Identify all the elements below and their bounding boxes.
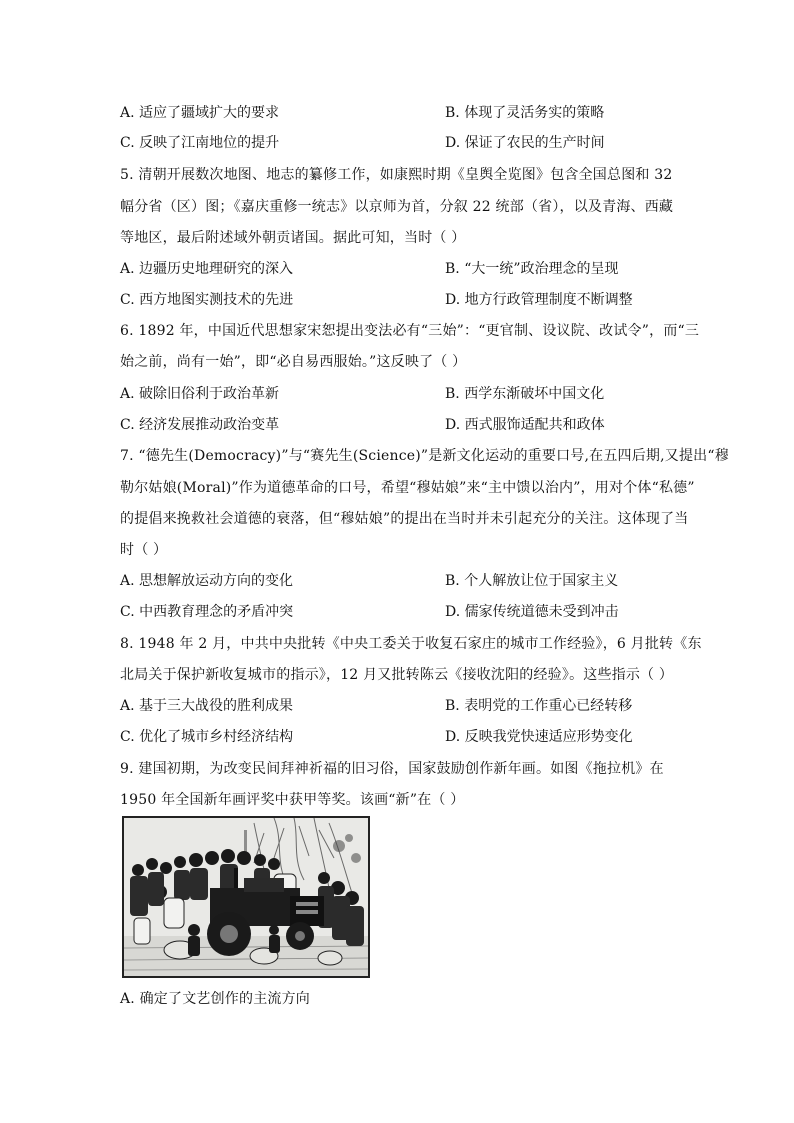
q4-option-d: D. 保证了农民的生产时间: [445, 135, 605, 151]
q5-options-row-2: [120, 289, 680, 311]
q7-stem-line-2: 勒尔姑娘(Moral)”作为道德革命的口号，希望“穆姑娘”来“主中馈以治内”，用对个体“私德”: [120, 480, 695, 496]
q5-option-b: B. “大一统”政治理念的呈现: [445, 261, 619, 277]
q8-stem-line-2: 北局关于保护新收复城市的指示》，12 月又批转陈云《接收沈阳的经验》。这些指示（ ）: [120, 667, 674, 683]
q6-option-b: B. 西学东渐破坏中国文化: [445, 386, 605, 402]
q6-options-row-2: [120, 414, 680, 436]
q7-option-b: B. 个人解放让位于国家主义: [445, 573, 619, 589]
q4-option-c: C. 反映了江南地位的提升: [120, 135, 280, 151]
q7-option-d: D. 儒家传统道德未受到冲击: [445, 604, 619, 620]
q9-option-a: A. 确定了文艺创作的主流方向: [120, 991, 311, 1007]
q7-stem-line-3: 的提倡来挽救社会道德的衰落，但“穆姑娘”的提出在当时并未引起充分的关注。这体现了当: [120, 511, 689, 527]
q7-option-c: C. 中西教育理念的矛盾冲突: [120, 604, 294, 620]
q6-stem-line-2: 始之前，尚有一始”，即“必自易西服始。”这反映了（ ）: [120, 354, 467, 370]
q5-option-d: D. 地方行政管理制度不断调整: [445, 292, 633, 308]
q7-stem-line-4: 时（ ）: [120, 542, 168, 558]
q8-options-row-1: [120, 695, 680, 717]
q6-options-row-1: [120, 383, 680, 405]
q9-stem-line-2: 1950 年全国新年画评奖中获甲等奖。该画“新”在（ ）: [120, 792, 465, 808]
q8-option-a: A. 基于三大战役的胜利成果: [120, 698, 294, 714]
q5-stem-line-1: 5. 清朝开展数次地图、地志的纂修工作，如康熙时期《皇舆全览图》包含全国总图和 32: [120, 167, 673, 183]
q4-options-row-1: [120, 102, 680, 124]
q5-stem-line-2: 幅分省（区）图；《嘉庆重修一统志》以京师为首，分叙 22 统部（省），以及青海、西藏: [120, 199, 674, 215]
q5-option-a: A. 边疆历史地理研究的深入: [120, 261, 294, 277]
q8-option-b: B. 表明党的工作重心已经转移: [445, 698, 633, 714]
q8-stem-line-1: 8. 1948 年 2 月，中共中央批转《中央工委关于收复石家庄的城市工作经验》，6 月批转《东: [120, 636, 702, 652]
q9-stem-line-1: 9. 建国初期，为改变民间拜神祈福的旧习俗，国家鼓励创作新年画。如图《拖拉机》在: [120, 761, 664, 777]
q8-option-d: D. 反映我党快速适应形势变化: [445, 729, 633, 745]
tractor-new-year-painting: [122, 816, 370, 978]
q6-option-a: A. 破除旧俗利于政治革新: [120, 386, 280, 402]
q4-options-row-2: [120, 132, 680, 154]
q6-option-c: C. 经济发展推动政治变革: [120, 417, 280, 433]
q5-stem-line-3: 等地区，最后附述域外朝贡诸国。据此可知，当时（ ）: [120, 230, 466, 246]
q4-option-a: A. 适应了疆域扩大的要求: [120, 105, 280, 121]
q7-stem-line-1: 7. “德先生(Democracy)”与“赛先生(Science)”是新文化运动的重要口号,在五四后期,又提出“穆: [120, 448, 729, 464]
q8-options-row-2: [120, 726, 680, 748]
q8-option-c: C. 优化了城市乡村经济结构: [120, 729, 294, 745]
tractor-painting-illustration: [124, 818, 368, 976]
q6-stem-line-1: 6. 1892 年，中国近代思想家宋恕提出变法必有“三始”：“更官制、设议院、改试令”，而“三: [120, 323, 700, 339]
q7-options-row-1: [120, 570, 680, 592]
q5-options-row-1: [120, 258, 680, 280]
q7-option-a: A. 思想解放运动方向的变化: [120, 573, 294, 589]
q4-option-b: B. 体现了灵活务实的策略: [445, 105, 605, 121]
q6-option-d: D. 西式服饰适配共和政体: [445, 417, 605, 433]
q5-option-c: C. 西方地图实测技术的先进: [120, 292, 294, 308]
q7-options-row-2: [120, 601, 680, 623]
